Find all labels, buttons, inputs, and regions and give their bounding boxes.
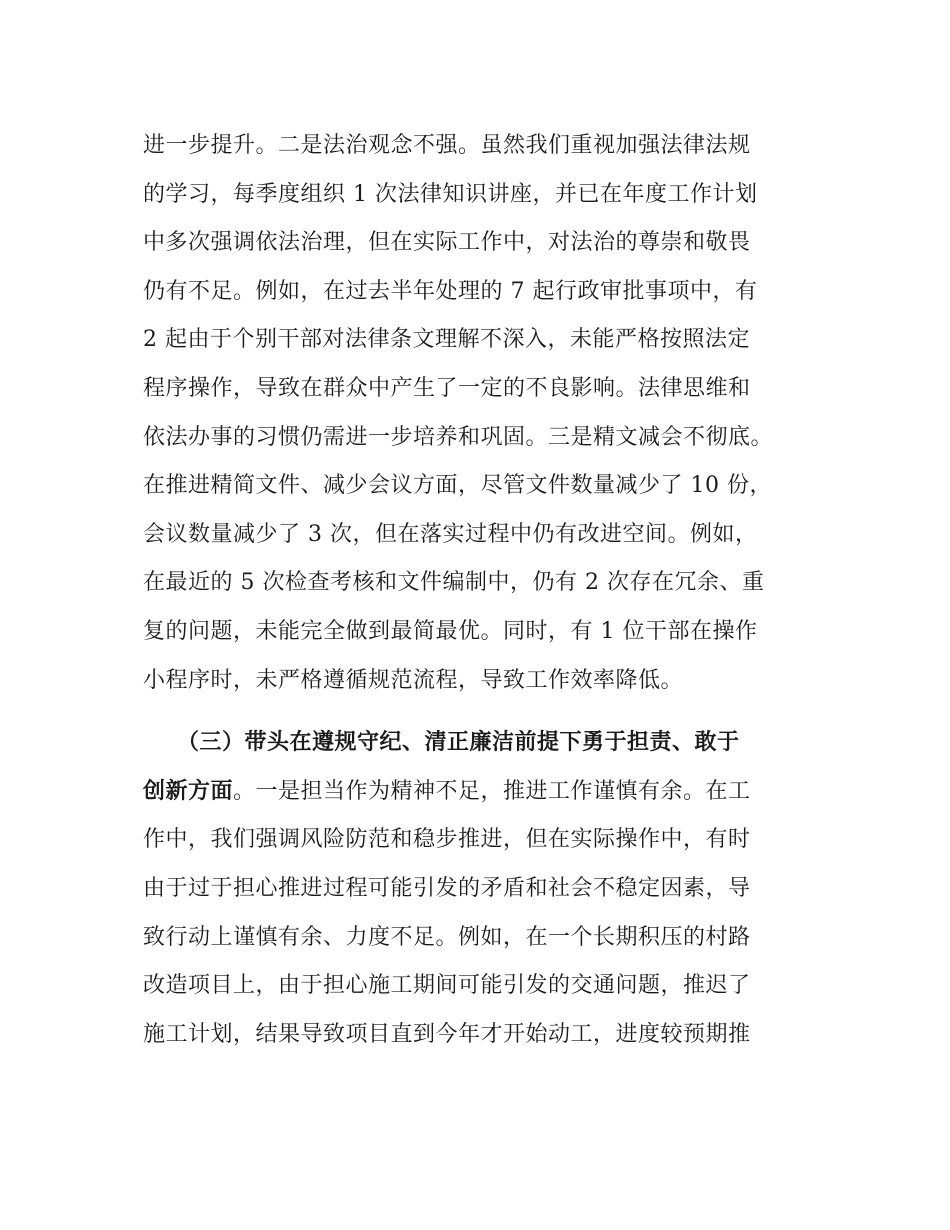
text-line: 程序操作，导致在群众中产生了一定的不良影响。法律思维和	[143, 375, 751, 401]
text-line: 会议数量减少了 3 次，但在落实过程中仍有改进空间。例如，	[143, 521, 758, 547]
text-line: 中多次强调依法治理，但在实际工作中，对法治的尊崇和敬畏	[143, 230, 751, 256]
text-line: 进一步提升。二是法治观念不强。虽然我们重视加强法律法规	[143, 133, 751, 158]
text-line: 由于过于担心推进过程可能引发的矛盾和社会不稳定因素，导	[143, 875, 751, 901]
text-line: 的学习，每季度组织 1 次法律知识讲座，并已在年度工作计划	[143, 181, 758, 207]
text-line: 在最近的 5 次检查考核和文件编制中，仍有 2 次存在冗余、重	[143, 570, 765, 596]
text-line: 在推进精简文件、减少会议方面，尽管文件数量减少了 10 份，	[143, 473, 772, 499]
text-line: 2 起由于个别干部对法律条文理解不深入，未能严格按照法定	[143, 327, 750, 353]
text-line: 施工计划，结果导致项目直到今年才开始动工，进度较预期推	[143, 1021, 751, 1047]
text-line: 作中，我们强调风险防范和稳步推进，但在实际操作中，有时	[143, 827, 751, 853]
text-line: 改造项目上，由于担心施工期间可能引发的交通问题，推迟了	[143, 973, 751, 999]
paragraph-section-three	[143, 719, 833, 1059]
section-heading: （三）带头在遵规守纪、清正廉洁前提下勇于担责、敢于	[177, 730, 740, 756]
section-heading-end: 创新方面	[143, 778, 234, 804]
text-span: 。一是担当作为精神不足，推进工作谨慎有余。在工	[233, 778, 751, 804]
text-line: 仍有不足。例如，在过去半年处理的 7 起行政审批事项中，有	[143, 278, 758, 304]
text-line: 复的问题，未能完全做到最简最优。同时，有 1 位干部在操作	[143, 618, 758, 644]
document-page	[143, 122, 833, 1059]
text-line: 小程序时，未严格遵循规范流程，导致工作效率降低。	[143, 667, 684, 693]
text-line	[143, 768, 833, 817]
paragraph-spacer	[143, 705, 833, 719]
text-line: 依法办事的习惯仍需进一步培养和巩固。三是精文减会不彻底。	[143, 424, 774, 450]
paragraph-legal-awareness	[143, 122, 833, 705]
text-line: 致行动上谨慎有余、力度不足。例如，在一个长期积压的村路	[143, 924, 751, 950]
